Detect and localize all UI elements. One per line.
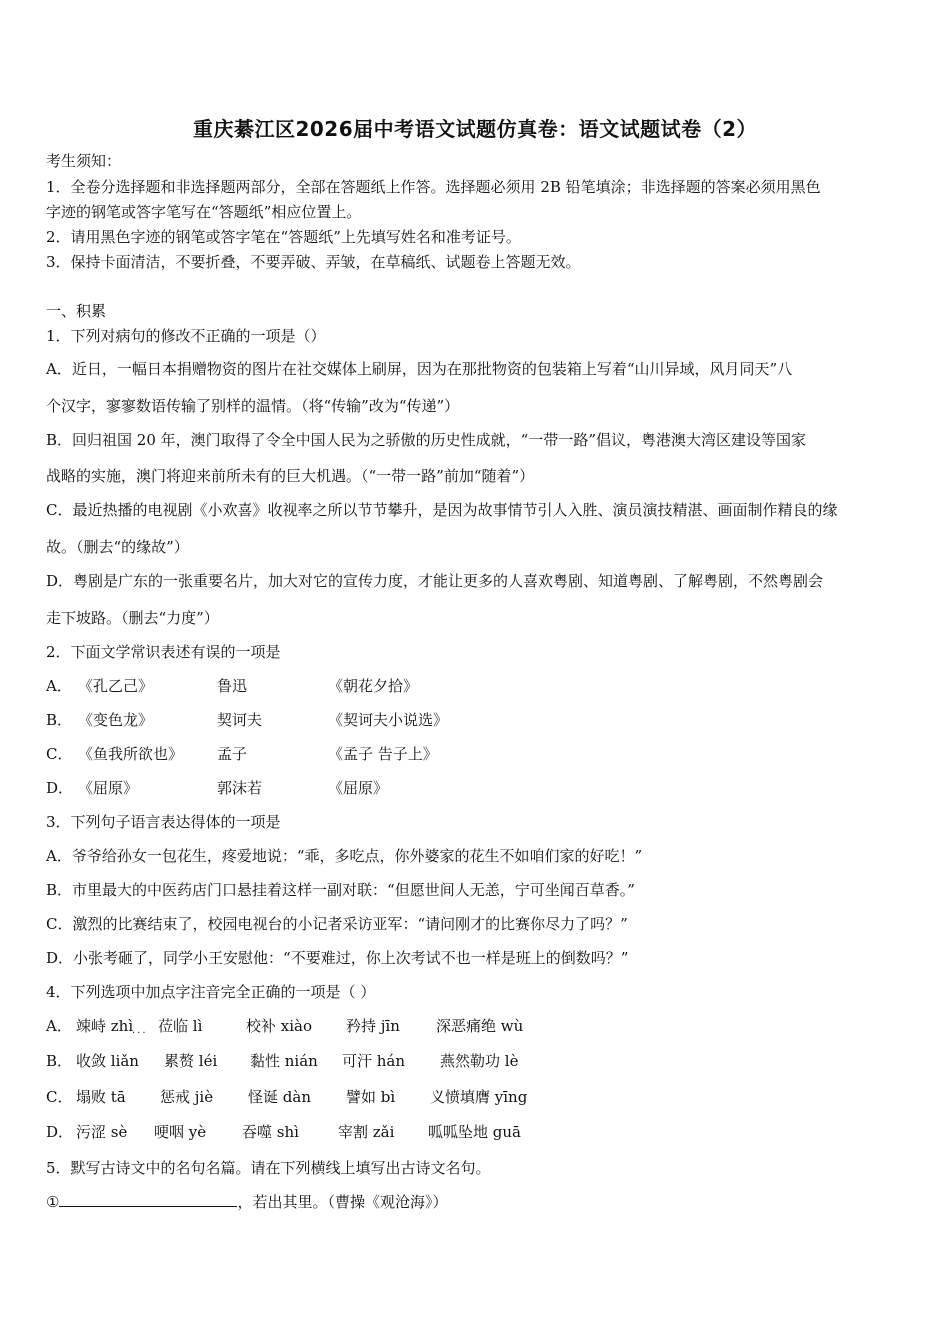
- q2-row-work: 《鱼我所欲也》: [78, 745, 184, 763]
- question-1-option-d: D．粤剧是广东的一张重要名片，加大对它的宣传力度，才能让更多的人喜欢粤剧、知道粤剧、了解粤剧，不然粤剧会: [46, 572, 824, 590]
- question-1-option-a: A．近日，一幅日本捐赠物资的图片在社交媒体上刷屏，因为在那批物资的包装箱上写着“山川异域，风月同天”八: [46, 360, 793, 378]
- q2-row-author: 郭沫若: [217, 779, 263, 797]
- fill-in-blank[interactable]: [59, 1191, 237, 1207]
- q4-item: 譬如 bì: [346, 1088, 396, 1106]
- q4-item: 呱呱坠地 guā: [428, 1123, 521, 1141]
- notice-item-1-cont: 字迹的钢笔或答字笔写在“答题纸”相应位置上。: [46, 203, 362, 221]
- q4-item: 收敛 liǎn: [76, 1052, 139, 1070]
- q2-row-source: 《朝花夕拾》: [328, 677, 419, 695]
- q4-item: 可汗 hán: [342, 1052, 406, 1070]
- question-3-option-b: B．市里最大的中医药店门口悬挂着这样一副对联：“但愿世间人无恙，宁可坐闻百草香。”: [46, 881, 635, 899]
- q4-item: 累赘 léi: [164, 1052, 218, 1070]
- notice-item-3: 3．保持卡面清洁，不要折叠，不要弄破、弄皱，在草稿纸、试题卷上答题无效。: [46, 253, 581, 271]
- q2-row-label: B．: [46, 711, 73, 729]
- page-title: 重庆綦江区2026届中考语文试题仿真卷：语文试题试卷（2）: [192, 117, 758, 141]
- q2-row-author: 契诃夫: [217, 711, 263, 729]
- question-5-stem: 5．默写古诗文中的名句名篇。请在下列横线上填写出古诗文名句。: [46, 1159, 491, 1177]
- notice-heading: 考生须知：: [46, 152, 122, 170]
- item-text: ，若出其里。（曹操《观沧海》）: [237, 1193, 448, 1211]
- q4-item: 莅临 lì: [158, 1017, 203, 1035]
- q2-row-work: 《孔乙己》: [78, 677, 154, 695]
- q2-row-label: C．: [46, 745, 73, 763]
- question-2-stem: 2．下面文学常识表述有误的一项是: [46, 643, 281, 661]
- q4-item: 义愤填膺 yīng: [430, 1088, 528, 1106]
- q4-item: 校补 xiào: [246, 1017, 312, 1035]
- question-1-option-d-cont: 走下坡路。（删去“力度”）: [46, 609, 219, 627]
- q4-row-label: C．: [46, 1088, 73, 1106]
- q4-row-label: A．: [46, 1017, 72, 1035]
- question-1-option-b-cont: 战略的实施，澳门将迎来前所未有的巨大机遇。（“一带一路”前加“随着”）: [46, 467, 535, 485]
- q2-row-source: 《屈原》: [328, 779, 389, 797]
- q4-item: 黏性 nián: [250, 1052, 318, 1070]
- notice-item-2: 2．请用黑色字迹的钢笔或答字笔在“答题纸”上先填写姓名和准考证号。: [46, 228, 521, 246]
- emphasis-dots-icon: ...: [132, 1025, 148, 1036]
- q2-row-work: 《变色龙》: [78, 711, 154, 729]
- question-3-stem: 3．下列句子语言表达得体的一项是: [46, 813, 281, 831]
- q4-row-label: B．: [46, 1052, 73, 1070]
- q2-row-source: 《孟子 告子上》: [328, 745, 438, 763]
- q4-item: 竦峙 zhì: [76, 1017, 134, 1035]
- question-1-stem: 1．下列对病句的修改不正确的一项是（）: [46, 327, 326, 345]
- q4-item: 污涩 sè: [76, 1123, 128, 1141]
- q2-row-label: D．: [46, 779, 74, 797]
- q4-item: 惩戒 jiè: [160, 1088, 214, 1106]
- q4-row-label: D．: [46, 1123, 74, 1141]
- q2-row-work: 《屈原》: [78, 779, 139, 797]
- question-1-option-c-cont: 故。（删去“的缘故”）: [46, 538, 189, 556]
- section-heading: 一、积累: [46, 302, 107, 320]
- question-4-stem: 4．下列选项中加点字注音完全正确的一项是（ ）: [46, 983, 376, 1001]
- notice-item-1: 1．全卷分选择题和非选择题两部分，全部在答题纸上作答。选择题必须用 2B 铅笔填涂；非选择题的答案必须用黑色: [46, 178, 821, 196]
- q4-item: 哽咽 yè: [154, 1123, 207, 1141]
- q4-item: 深恶痛绝 wù: [436, 1017, 524, 1035]
- q4-item: 怪诞 dàn: [248, 1088, 311, 1106]
- question-1-option-b: B．回归祖国 20 年，澳门取得了令全中国人民为之骄傲的历史性成就，“一带一路”倡议，粤港澳大湾区建设等国家: [46, 431, 806, 449]
- q4-item: 吞噬 shì: [242, 1123, 299, 1141]
- q4-item: 宰割 zǎi: [338, 1123, 395, 1141]
- q4-item: 塌败 tā: [76, 1088, 126, 1106]
- question-5-item-1: [46, 1191, 447, 1212]
- question-1-option-c: C．最近热播的电视剧《小欢喜》收视率之所以节节攀升，是因为故事情节引人入胜、演员演技精湛、画面制作精良的缘: [46, 501, 838, 519]
- q2-row-label: A．: [46, 677, 72, 695]
- question-3-option-a: A．爷爷给孙女一包花生，疼爱地说：“乖，多吃点，你外婆家的花生不如咱们家的好吃！”: [46, 847, 643, 865]
- q2-row-author: 鲁迅: [217, 677, 248, 695]
- question-3-option-c: C．激烈的比赛结束了，校园电视台的小记者采访亚军：“请问刚才的比赛你尽力了吗？”: [46, 915, 628, 933]
- q2-row-author: 孟子: [217, 745, 248, 763]
- q2-row-source: 《契诃夫小说选》: [328, 711, 449, 729]
- question-3-option-d: D．小张考砸了，同学小王安慰他：“不要难过，你上次考试不也一样是班上的倒数吗？”: [46, 949, 629, 967]
- q4-item: 矜持 jīn: [346, 1017, 400, 1035]
- question-1-option-a-cont: 个汉字，寥寥数语传输了别样的温情。（将“传输”改为“传递”）: [46, 397, 460, 415]
- item-number: ①: [46, 1193, 60, 1211]
- q4-item: 燕然勒功 lè: [440, 1052, 519, 1070]
